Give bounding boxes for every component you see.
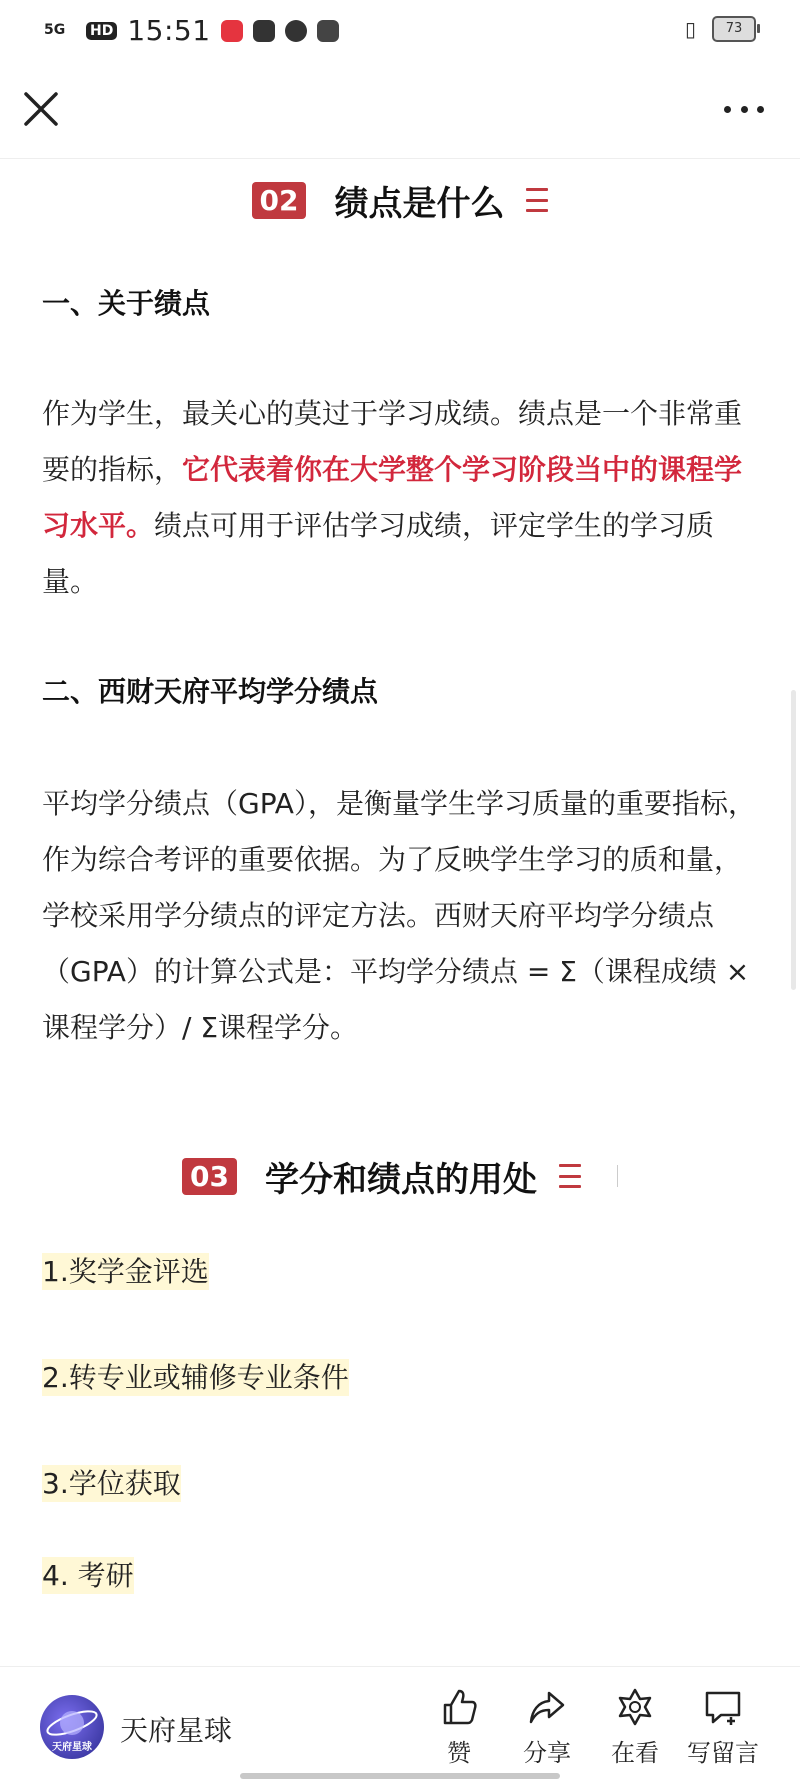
paragraph: 作为学生，最关心的莫过于学习成绩。绩点是一个非常重要的指标，它代表着你在大学整个学习阶段当中的课程学习水平。绩点可用于评估学习成绩，评定学生的学习质量。 (42, 397, 743, 598)
clock: 15:51 (127, 14, 211, 47)
home-indicator[interactable] (240, 1773, 560, 1779)
article-body (42, 160, 758, 1594)
list-item: 2.转专业或辅修专业条件 (42, 1361, 349, 1394)
nav-bar (0, 62, 800, 159)
thumbs-up-icon (439, 1687, 479, 1727)
comment-icon (703, 1687, 743, 1727)
menu-lines-icon (559, 1164, 581, 1188)
subheading: 二、西财天府平均学分绩点 (42, 675, 379, 708)
divider (617, 1165, 618, 1187)
star-flower-icon (615, 1687, 655, 1727)
section-header-02 (42, 160, 758, 240)
book-icon (317, 20, 339, 42)
hd-badge: HD (86, 22, 117, 40)
share-button[interactable]: 分享 (502, 1687, 592, 1768)
paragraph: 平均学分绩点（GPA），是衡量学生学习质量的重要指标，作为综合考评的重要依据。为了反映学生学习的质和量，学校采用学分绩点的评定方法。西财天府平均学分绩点（GPA）的计算公式是：平均学分绩点 = Σ（课程成绩 × 课程学分）/ Σ课程学分。 (42, 787, 756, 1044)
emphasis-text: 它代表着你在大学整个学习阶段当中的课程学习水平。 (42, 453, 743, 542)
network-indicator: 5G (44, 22, 66, 38)
status-bar (0, 0, 800, 62)
section-title: 学分和绩点的用处 (264, 1159, 537, 1200)
vibrate-icon: ▯ (684, 17, 696, 41)
account-name[interactable]: 天府星球 (120, 1714, 233, 1747)
section-number: 03 (182, 1158, 237, 1195)
like-button[interactable]: 赞 (414, 1687, 504, 1768)
share-icon (527, 1687, 567, 1727)
avatar[interactable]: 天府星球 (40, 1695, 104, 1759)
section-number: 02 (252, 182, 307, 219)
watching-button[interactable]: 在看 (590, 1687, 680, 1768)
compass-icon (285, 20, 307, 42)
mail-icon (253, 20, 275, 42)
section-header-03 (42, 1136, 758, 1216)
comment-button[interactable]: 写留言 (678, 1687, 768, 1768)
list-item: 4. 考研 (42, 1559, 134, 1592)
more-icon[interactable] (724, 94, 764, 124)
list-item: 3.学位获取 (42, 1467, 181, 1500)
app-notification-icon (221, 20, 243, 42)
close-icon[interactable] (22, 90, 60, 128)
section-title: 绩点是什么 (334, 183, 505, 224)
list-item: 1.奖学金评选 (42, 1255, 209, 1288)
battery-indicator: 73 (712, 16, 756, 42)
bottom-bar (0, 1666, 800, 1785)
menu-lines-icon (526, 188, 548, 212)
scrollbar[interactable] (791, 690, 796, 990)
subheading: 一、关于绩点 (42, 287, 211, 320)
